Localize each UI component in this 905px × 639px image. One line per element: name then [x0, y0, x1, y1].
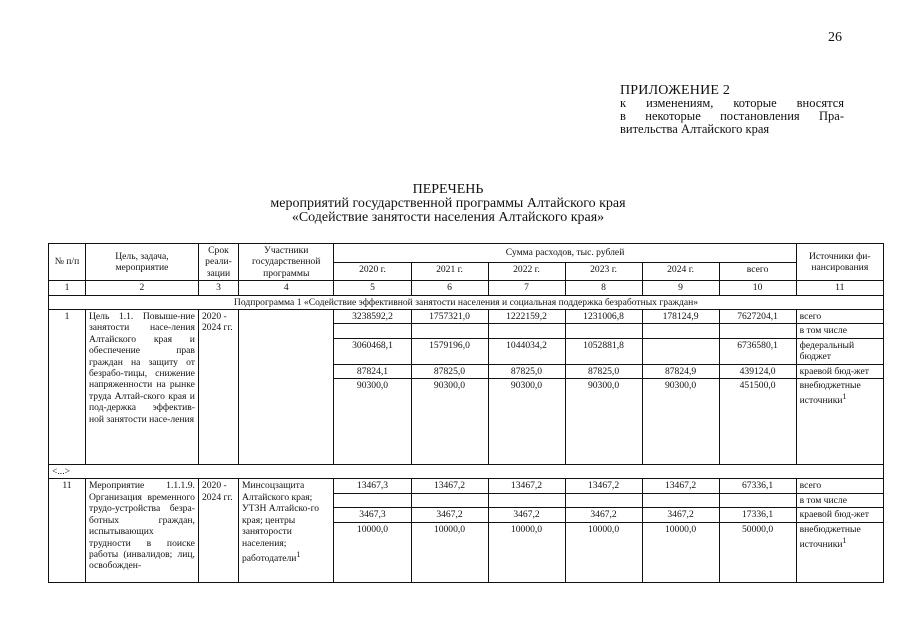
row-number: 1 — [49, 310, 86, 465]
source-label — [796, 522, 883, 582]
expense-value: 3238592,2 — [334, 310, 411, 324]
expense-total — [719, 493, 796, 507]
expense-value: 13467,3 — [334, 479, 411, 493]
column-number: 5 — [334, 281, 411, 295]
header-year: 2023 г. — [565, 262, 642, 281]
column-number: 3 — [198, 281, 238, 295]
row-term: 2020 - 2024 гг. — [198, 479, 238, 582]
table-row — [49, 310, 884, 324]
expense-value: 10000,0 — [565, 522, 642, 582]
expense-value — [642, 338, 719, 364]
column-number: 1 — [49, 281, 86, 295]
header-goal: Цель, задача, мероприятие — [85, 244, 198, 281]
expense-value: 90300,0 — [334, 379, 411, 465]
expense-value — [411, 324, 488, 338]
column-number: 9 — [642, 281, 719, 295]
expense-value: 90300,0 — [411, 379, 488, 465]
expense-value — [642, 324, 719, 338]
row-term: 2020 - 2024 гг. — [198, 310, 238, 465]
expense-value: 13467,2 — [565, 479, 642, 493]
expense-total: 6736580,1 — [719, 338, 796, 364]
heading-title: ПЕРЕЧЕНЬ — [412, 182, 484, 197]
expense-total: 67336,1 — [719, 479, 796, 493]
expense-value: 3467,3 — [334, 508, 411, 522]
expense-value — [488, 324, 565, 338]
column-number: 11 — [796, 281, 883, 295]
row-participants — [238, 479, 334, 582]
source-label: в том числе — [796, 324, 883, 338]
expense-value — [565, 324, 642, 338]
expense-value: 3467,2 — [642, 508, 719, 522]
expense-value: 1757321,0 — [411, 310, 488, 324]
header-year: 2020 г. — [334, 262, 411, 281]
header-num: № п/п — [49, 244, 86, 281]
expense-value: 10000,0 — [411, 522, 488, 582]
column-number: 10 — [719, 281, 796, 295]
expense-value: 87824,1 — [334, 364, 411, 378]
expense-total: 17336,1 — [719, 508, 796, 522]
source-label: в том числе — [796, 493, 883, 507]
expense-value: 87824,9 — [642, 364, 719, 378]
document-heading — [48, 183, 848, 225]
source-label: краевой бюд-жет — [796, 364, 883, 378]
page-number: 26 — [828, 30, 842, 45]
expense-value: 1052881,8 — [565, 338, 642, 364]
expense-value — [334, 324, 411, 338]
appendix-line-3: вительства Алтайского края — [620, 122, 770, 136]
column-number: 4 — [238, 281, 334, 295]
appendix-block — [620, 84, 844, 136]
expense-value: 1579196,0 — [411, 338, 488, 364]
expense-value: 3467,2 — [488, 508, 565, 522]
header-term: Срок реали-зации — [198, 244, 238, 281]
expense-value: 1222159,2 — [488, 310, 565, 324]
column-number-row — [49, 281, 884, 295]
header-total: всего — [719, 262, 796, 281]
expense-value: 10000,0 — [334, 522, 411, 582]
expense-value: 10000,0 — [488, 522, 565, 582]
header-year: 2021 г. — [411, 262, 488, 281]
footnote-mark: 1 — [296, 549, 301, 559]
measures-table — [48, 243, 884, 583]
expense-value — [642, 493, 719, 507]
expense-total: 7627204,1 — [719, 310, 796, 324]
source-label: краевой бюд-жет — [796, 508, 883, 522]
expense-value: 3060468,1 — [334, 338, 411, 364]
expense-value: 90300,0 — [642, 379, 719, 465]
header-year: 2024 г. — [642, 262, 719, 281]
header-expenses: Сумма расходов, тыс. рублей — [334, 244, 796, 263]
expense-value: 90300,0 — [565, 379, 642, 465]
expense-value: 10000,0 — [642, 522, 719, 582]
column-number: 7 — [488, 281, 565, 295]
appendix-line-1: к изменениям, которые вносятся — [620, 96, 844, 110]
ellipsis-marker: <...> — [49, 465, 884, 479]
source-text: внебюджетные источники — [799, 380, 861, 407]
expense-value: 13467,2 — [642, 479, 719, 493]
row-goal: Мероприятие 1.1.1.9. Организация временного трудо-устройства безра-ботных граждан, испытывающих трудности в поиске работы (инвалидов; лиц, освобожден- — [85, 479, 198, 582]
footnote-mark: 1 — [842, 536, 847, 546]
row-number: 11 — [49, 479, 86, 582]
expense-value: 13467,2 — [411, 479, 488, 493]
expense-value: 178124,9 — [642, 310, 719, 324]
expense-value: 1044034,2 — [488, 338, 565, 364]
expense-total — [719, 324, 796, 338]
ellipsis-row — [49, 465, 884, 479]
source-label: всего — [796, 479, 883, 493]
expense-value: 87825,0 — [411, 364, 488, 378]
row-participants — [238, 310, 334, 465]
row-goal: Цель 1.1. Повыше-ние занятости насе-ления Алтайского края и обеспечение прав граждан на защиту от безрабо-тицы, снижение напряженности на рынке труда Алтай-ского края и под-держка эффектив-ной занятости насе-ления — [85, 310, 198, 465]
expense-value: 90300,0 — [488, 379, 565, 465]
expense-total: 439124,0 — [719, 364, 796, 378]
expense-value: 13467,2 — [488, 479, 565, 493]
heading-line-2: «Содействие занятости населения Алтайского края» — [291, 210, 605, 225]
source-text: внебюджетные источники — [799, 523, 861, 551]
footnote-mark: 1 — [842, 392, 847, 402]
column-number: 8 — [565, 281, 642, 295]
column-number: 6 — [411, 281, 488, 295]
expense-total: 50000,0 — [719, 522, 796, 582]
expense-value: 3467,2 — [565, 508, 642, 522]
header-participants: Участники государственной программы — [238, 244, 334, 281]
subprogram-title: Подпрограмма 1 «Содействие эффективной занятости населения и социальная поддержка безработных граждан» — [49, 295, 884, 309]
heading-line-1: мероприятий государственной программы Алтайского края — [270, 196, 626, 211]
expense-value: 87825,0 — [565, 364, 642, 378]
source-label — [796, 379, 883, 465]
expense-value — [411, 493, 488, 507]
header-sources: Источники фи-нансирования — [796, 244, 883, 281]
source-label: всего — [796, 310, 883, 324]
expense-value — [334, 493, 411, 507]
participants-text: Минсоцзащита Алтайского края; УТЗН Алтайско-го края; центры заняторости населения; работодатели — [241, 480, 320, 565]
subprogram-row — [49, 295, 884, 309]
appendix-line-2: в некоторые постановления Пра- — [620, 109, 844, 123]
appendix-title: ПРИЛОЖЕНИЕ 2 — [620, 83, 731, 98]
expense-value: 1231006,8 — [565, 310, 642, 324]
expense-value: 87825,0 — [488, 364, 565, 378]
expense-value — [488, 493, 565, 507]
expense-value: 3467,2 — [411, 508, 488, 522]
expense-value — [565, 493, 642, 507]
source-label: федеральный бюджет — [796, 338, 883, 364]
table-header-row — [49, 244, 884, 263]
column-number: 2 — [85, 281, 198, 295]
header-year: 2022 г. — [488, 262, 565, 281]
table-row — [49, 479, 884, 493]
expense-total: 451500,0 — [719, 379, 796, 465]
